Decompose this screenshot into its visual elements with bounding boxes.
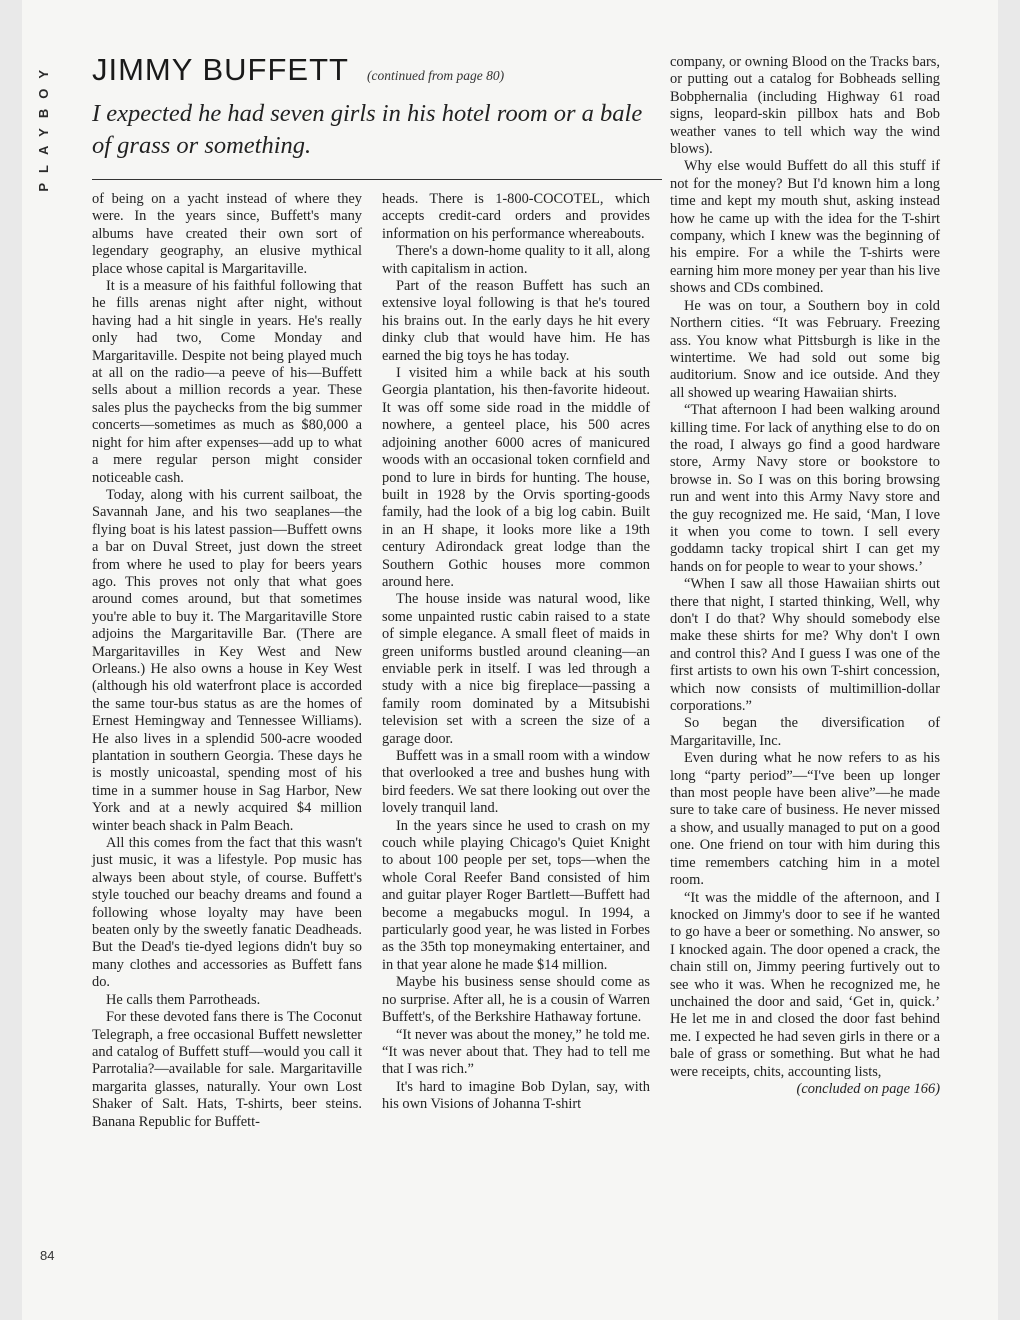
paragraph: Buffett was in a small room with a window that overlooked a tree and bushes hung with bird feeders. We sat there looking out over the lovely tranquil land. <box>382 748 650 817</box>
paragraph: In the years since he used to crash on my couch while playing Chicago's Quiet Knight to about 100 people per set, tops—when the whole Coral Reefer Band consisted of him and guitar player Roger Bartlett—Buffett had become a megabucks mogul. In 1994, a particularly good year, he was listed in Forbes as the 35th top moneymaking entertainer, and in that year alone he made $14 million. <box>382 817 650 973</box>
article-title: JIMMY BUFFETT <box>92 52 349 87</box>
paragraph: The house inside was natural wood, like some unpainted rustic cabin raised to a state of simple elegance. A small fleet of maids in green uniforms bustled around cleaning—an enviable perk in itself. I was led through a study with a nice big fireplace—passing a family room dominated by a Mitsubishi television set with a screen the size of a garage door. <box>382 591 650 747</box>
paragraph: All this comes from the fact that this wasn't just music, it was a lifestyle. Pop music has always been about style, of course. Buffett's style touched our beachy dreams and found a following whose loyalty may have been beaten only by the sweetly fanatic Deadheads. But the Dead's tie-dyed legions didn't buy so many clothes and accessories as Buffett fans do. <box>92 835 362 991</box>
paragraph: He calls them Parrotheads. <box>106 991 261 1008</box>
paragraph: “It was the middle of the afternoon, and I knocked on Jimmy's door to see if he wanted to go have a beer or something. No answer, so I knocked again. The door opened a crack, the chain still on, Jimmy peering furtively out to see who it was. When he recognized me, he unchained the door and said, ‘Get in, quick.’ He let me in and closed the door fast behind me. I expected he had seven girls in there or a bale of grass or something. But what he had were receipts, chits, accounting lists, <box>670 889 940 1080</box>
page-number: 84 <box>40 1248 55 1263</box>
title-row <box>92 52 662 88</box>
paragraph: “When I saw all those Hawaiian shirts out there that night, I started thinking, Well, why don't I do that? Why should somebody else make these shirts for me? Why don't I own and control this? And I guess I was one of the first artists to own his own T-shirt concession, which now consists of multimillion-dollar corporations.” <box>670 576 940 715</box>
paragraph: “That afternoon I had been walking around killing time. For lack of anything else to do on the road, I always go find a good hardware store, Army Navy store or bookstore to browse in. So I was on this boring browsing run and went into this Army Navy store and the guy recognized me. He said, ‘Man, I love it when you come to town. I sell every goddamn tacky tropical shirt I can get my hands on for people to wear to your shows.’ <box>670 402 940 575</box>
text-column-2 <box>382 191 650 1114</box>
continued-note: (continued from page 80) <box>366 68 505 83</box>
header-rule <box>92 179 662 180</box>
magazine-vertical-label: PLAYBOY <box>36 60 51 192</box>
paragraph: of being on a yacht instead of where they were. In the years since, Buffett's many albums have created their own sort of legendary geography, an elusive mythical place whose capital is Margaritaville. <box>92 191 362 277</box>
paragraph: company, or owning Blood on the Tracks bars, or putting out a catalog for Bobheads selling Bobphernalia (including Highway 61 road signs, leopard-skin pillbox hats and Bob weather vanes to tell which way the wind blows). <box>670 54 940 158</box>
pull-quote: I expected he had seven girls in his hotel room or a bale of grass or something. <box>92 100 643 159</box>
paragraph: It's hard to imagine Bob Dylan, say, with his own Visions of Johanna T-shirt <box>382 1078 650 1113</box>
paragraph: There's a down-home quality to it all, along with capitalism in action. <box>382 243 650 277</box>
paragraph: I visited him a while back at his south Georgia plantation, his then-favorite hideout. It was off some side road in the middle of nowhere, a genteel place, his 500 acres adjoining another 6000 acres of manicured woods with an occasional token cornfield and pond to lure in birds for hunting. The house, built in 1928 by the Orvis sporting-goods family, had the look of a big log cabin. Built in an H shape, it looks more like a 19th century Adirondack great lodge than the Southern Gothic houses more common around here. <box>382 365 650 590</box>
paragraph: “It never was about the money,” he told me. “It was never about that. They had to tell me that I was rich.” <box>382 1026 650 1078</box>
article-header <box>92 52 662 162</box>
text-column-1 <box>92 191 362 1131</box>
paragraph: Part of the reason Buffett has such an extensive loyal following is that he's toured his brains out. In the early days he hit every dinky club that would have him. He has earned the big toys he has today. <box>382 278 650 364</box>
text-column-3 <box>670 54 940 1098</box>
paragraph: It is a measure of his faithful following that he fills arenas night after night, without having had a hit single in years. He's really only had two, Come Monday and Margaritaville. Despite not being played much at all on the radio—a peeve of his—Buffett sells about a million records a year. These sales plus the paychecks from the big summer concerts—sometimes as much as $80,000 a night for him after expenses—add up to what a mere regular person might consider noticeable cash. <box>92 278 362 486</box>
paragraph: Today, along with his current sailboat, the Savannah Jane, and his two seaplanes—the flying boat is his latest passion—Buffett owns a bar on Duval Street, just down the street from where he used to play for beers years ago. This proves not only that what goes around comes around, but that sometimes you're able to buy it. The Margaritaville Store adjoins the Margaritaville Bar. (There are Margaritavilles in Key West and New Orleans.) He also owns a house in Key West (although his old waterfront place is accorded the same tour-bus status as are the homes of Ernest Hemingway and Tennessee Williams). He also lives in a splendid 500-acre wooded plantation in southern Georgia. These days he is mostly unicoastal, spending most of his time in a summer house in Sag Harbor, New York and at a newly acquired $4 million winter beach shack in Palm Beach. <box>92 486 362 834</box>
paragraph: Maybe his business sense should come as no surprise. After all, he is a cousin of Warren Buffett's, of the Berkshire Hathaway fortune. <box>382 974 650 1026</box>
paragraph: Why else would Buffett do all this stuff if not for the money? But I'd known him a long time and kept my mouth shut, asking instead how he came up with the idea for the T-shirt company, which I knew was the beginning of his empire. For a while the T-shirts were earning him more money per year than his live shows and CDs combined. <box>670 158 940 297</box>
paragraph: heads. There is 1-800-COCOTEL, which accepts credit-card orders and provides information on his performance whereabouts. <box>382 191 650 242</box>
paragraph: For these devoted fans there is The Coconut Telegraph, a free occasional Buffett newsletter and catalog of Buffett stuff—would you call it Parrotalia?—available for sale. Margaritaville margarita glasses, naturally. Your own Lost Shaker of Salt. Hats, T-shirts, beer steins. Banana Republic for Buffett- <box>92 1009 362 1130</box>
paragraph: He was on tour, a Southern boy in cold Northern cities. “It was February. Freezing ass. You know what Pittsburgh is like in the wintertime. We had sold out some big auditorium. Snow and ice outside. And they all showed up wearing Hawaiian shirts. <box>670 297 940 401</box>
paragraph: Even during what he now refers to as his long “party period”—“I've been up longer than most people have been alive”—he made sure to take care of business. He never missed a show, and usually managed to put on a good one. One friend on tour with him during this time remembers catching him in a motel room. <box>670 750 940 889</box>
paragraph: So began the diversification of Margaritaville, Inc. <box>670 715 940 749</box>
concluded-note: (concluded on page 166) <box>796 1080 940 1097</box>
